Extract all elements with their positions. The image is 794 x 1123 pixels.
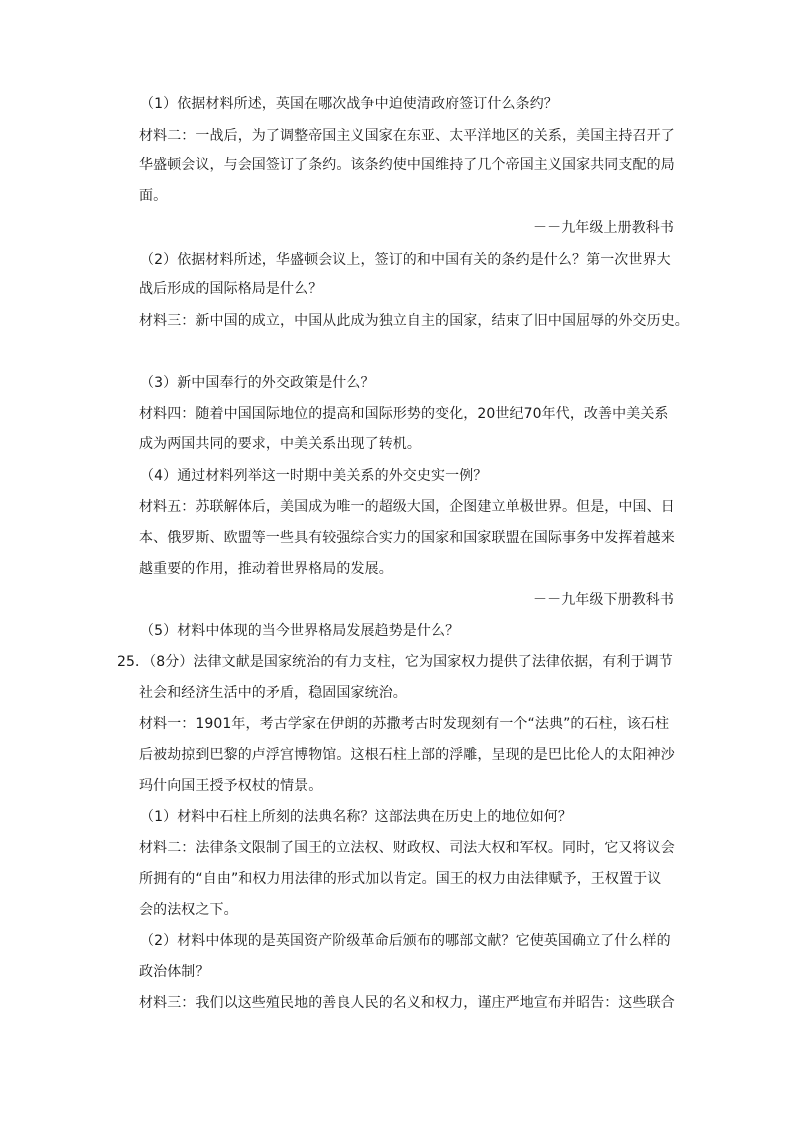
text-line: 玛什向国王授予权杖的情景。: [139, 778, 323, 794]
text-line: 社会和经济生活中的矛盾，稳固国家统治。: [139, 685, 407, 701]
text-line: 政治体制？: [139, 964, 210, 980]
text-line: 材料五：苏联解体后，美国成为唯一的超级大国，企图建立单极世界。但是，中国、日: [139, 499, 675, 515]
text-line: 华盛顿会议，与会国签订了条约。该条约使中国维持了几个帝国主义国家共同支配的局: [139, 157, 675, 173]
text-line: 后被劫掠到巴黎的卢浮宫博物馆。这根石柱上部的浮雕，呈现的是巴比伦人的太阳神沙: [139, 747, 675, 763]
text-line: －－九年级上册教科书: [533, 220, 674, 236]
text-line: －－九年级下册教科书: [533, 592, 674, 608]
text-line: 材料二：一战后，为了调整帝国主义国家在东亚、太平洋地区的关系，美国主持召开了: [139, 128, 675, 144]
text-line: 成为两国共同的要求，中美关系出现了转机。: [139, 436, 421, 452]
text-line: 25．（8分）法律文献是国家统治的有力支柱，它为国家权力提供了法律依据，有利于调节: [117, 654, 673, 670]
text-line: 会的法权之下。: [139, 902, 238, 918]
text-line: （2）依据材料所述，华盛顿会议上，签订的和中国有关的条约是什么？第一次世界大: [140, 252, 671, 268]
text-line: 本、俄罗斯、欧盟等一些具有较强综合实力的国家和国家联盟在国际事务中发挥着越来: [139, 530, 675, 546]
text-line: 战后形成的国际格局是什么？: [139, 281, 323, 297]
text-line: 材料三：新中国的成立，中国从此成为独立自主的国家，结束了旧中国屈辱的外交历史。: [139, 313, 689, 329]
text-line: 面。: [139, 188, 168, 204]
text-line: 材料二：法律条文限制了国王的立法权、财政权、司法大权和军权。同时，它又将议会: [139, 840, 675, 856]
text-line: 材料四：随着中国国际地位的提高和国际形势的变化，20世纪70年代，改善中美关系: [139, 406, 669, 422]
text-line: （2）材料中体现的是英国资产阶级革命后颁布的哪部文献？它使英国确立了什么样的: [140, 933, 671, 949]
text-line: （4）通过材料列举这一时期中美关系的外交史实一例？: [140, 468, 488, 484]
text-line: 材料一：1901年，考古学家在伊朗的苏撒考古时发现刻有一个“法典”的石柱，该石柱: [139, 716, 670, 732]
text-line: （1）材料中石柱上所刻的法典名称？这部法典在历史上的地位如何？: [140, 809, 573, 825]
text-line: （5）材料中体现的当今世界格局发展趋势是什么？: [140, 623, 460, 639]
text-line: （3）新中国奉行的外交政策是什么？: [140, 375, 375, 391]
text-line: 材料三：我们以这些殖民地的善良人民的名义和权力，谨庄严地宣布并昭告：这些联合: [139, 995, 675, 1011]
text-line: 所拥有的“自由”和权力用法律的形式加以肯定。国王的权力由法律赋予，王权置于议: [139, 871, 662, 887]
text-line: （1）依据材料所述，英国在哪次战争中迫使清政府签订什么条约？: [140, 96, 558, 112]
text-line: 越重要的作用，推动着世界格局的发展。: [139, 561, 393, 577]
